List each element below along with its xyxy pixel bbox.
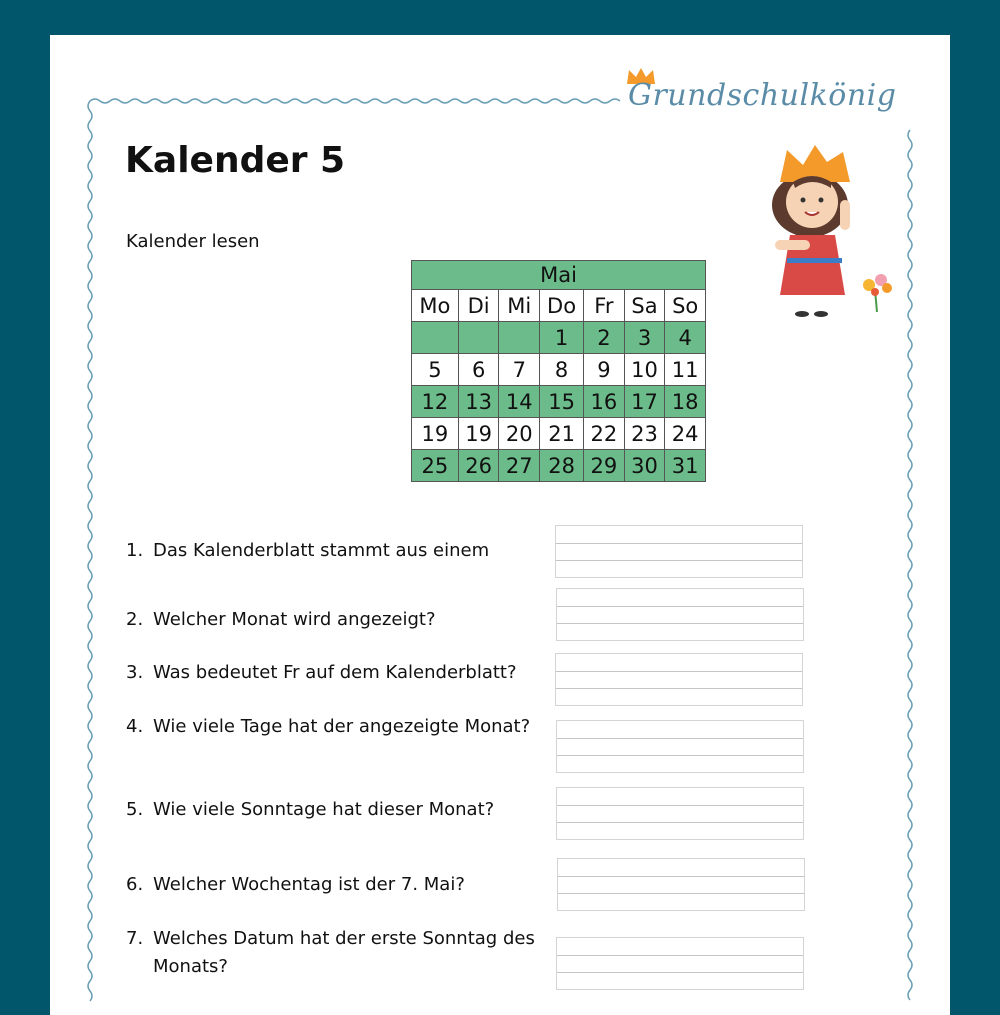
calendar-day: 19 [458, 418, 499, 450]
calendar-day: 10 [624, 354, 665, 386]
weekday-do: Do [540, 290, 584, 322]
question-1 [126, 537, 533, 565]
calendar-day: 3 [624, 322, 665, 354]
question-number: 3. [126, 662, 144, 683]
question-3 [126, 659, 533, 687]
calendar-day: 4 [665, 322, 706, 354]
question-number: 2. [126, 609, 144, 630]
question-text: Welcher Wochentag ist der 7. Mai? [153, 874, 465, 895]
calendar-day: 24 [665, 418, 706, 450]
calendar-day: 30 [624, 450, 665, 482]
question-text: Wie viele Sonntage hat dieser Monat? [153, 799, 495, 820]
page-title: Kalender 5 [125, 140, 346, 181]
calendar-day: 12 [412, 386, 459, 418]
weekday-fr: Fr [584, 290, 625, 322]
calendar-week-5 [412, 450, 706, 482]
calendar-day: 23 [624, 418, 665, 450]
question-text: Welcher Monat wird angezeigt? [153, 609, 436, 630]
calendar-day: 21 [540, 418, 584, 450]
calendar-day: 18 [665, 386, 706, 418]
answer-box-7[interactable] [556, 937, 804, 990]
calendar-day: 20 [499, 418, 540, 450]
calendar-day: 2 [584, 322, 625, 354]
answer-box-5[interactable] [556, 787, 804, 840]
question-text: Wie viele Tage hat der angezeigte Monat? [153, 716, 531, 737]
question-number: 4. [126, 716, 144, 737]
calendar-day: 19 [412, 418, 459, 450]
weekday-so: So [665, 290, 706, 322]
calendar-day: 15 [540, 386, 584, 418]
calendar-week-4 [412, 418, 706, 450]
girl-with-crown-illustration [765, 140, 905, 320]
calendar-day: 8 [540, 354, 584, 386]
calendar-day: 6 [458, 354, 499, 386]
calendar-day: 14 [499, 386, 540, 418]
calendar-day: 25 [412, 450, 459, 482]
calendar-day [412, 322, 459, 354]
page-subtitle: Kalender lesen [126, 231, 260, 252]
question-2 [126, 606, 533, 634]
answer-box-6[interactable] [557, 858, 805, 911]
question-5 [126, 796, 533, 824]
calendar-day: 7 [499, 354, 540, 386]
answer-box-2[interactable] [556, 588, 804, 641]
calendar-day: 9 [584, 354, 625, 386]
calendar-day: 1 [540, 322, 584, 354]
weekday-mo: Mo [412, 290, 459, 322]
question-4 [126, 713, 533, 741]
calendar-day [499, 322, 540, 354]
calendar-week-2 [412, 354, 706, 386]
answer-box-1[interactable] [555, 525, 803, 578]
calendar-day: 22 [584, 418, 625, 450]
calendar-day: 17 [624, 386, 665, 418]
flower-bouquet-icon [863, 274, 892, 312]
weekday-mi: Mi [499, 290, 540, 322]
calendar-day: 13 [458, 386, 499, 418]
weekday-sa: Sa [624, 290, 665, 322]
calendar-day: 27 [499, 450, 540, 482]
question-text: Das Kalenderblatt stammt aus einem [153, 540, 490, 561]
question-text: Was bedeutet Fr auf dem Kalenderblatt? [153, 662, 517, 683]
question-number: 5. [126, 799, 144, 820]
calendar-week-3 [412, 386, 706, 418]
calendar-day: 28 [540, 450, 584, 482]
weekday-di: Di [458, 290, 499, 322]
question-6 [126, 871, 533, 899]
calendar-month-header: Mai [412, 261, 706, 290]
calendar-may [411, 260, 706, 482]
calendar-day: 5 [412, 354, 459, 386]
calendar-week-1 [412, 322, 706, 354]
calendar-day: 16 [584, 386, 625, 418]
calendar-day: 26 [458, 450, 499, 482]
calendar-day [458, 322, 499, 354]
question-number: 7. [126, 928, 144, 949]
question-7 [126, 925, 553, 981]
answer-box-3[interactable] [555, 653, 803, 706]
question-text: Welches Datum hat der erste Sonntag des Monats? [153, 928, 535, 977]
calendar-day: 11 [665, 354, 706, 386]
answer-box-4[interactable] [556, 720, 804, 773]
calendar-day: 31 [665, 450, 706, 482]
logo: Grundschulkönig [628, 78, 897, 113]
question-number: 6. [126, 874, 144, 895]
calendar-day: 29 [584, 450, 625, 482]
question-number: 1. [126, 540, 144, 561]
